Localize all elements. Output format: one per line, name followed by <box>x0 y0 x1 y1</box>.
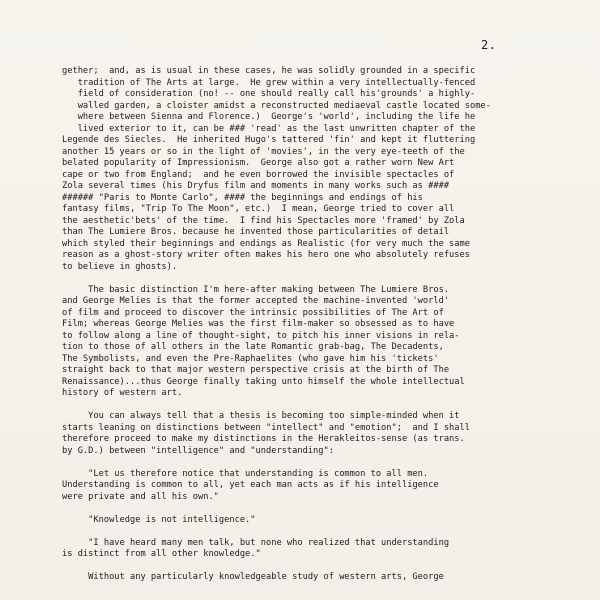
text-line: Legende des Siecles. He inherited Hugo's tattered 'fin' and kept it fluttering <box>62 135 476 145</box>
paragraph-spacer <box>62 400 592 412</box>
text-line: fantasy films, "Trip To The Moon", etc.) I mean, George tried to cover all <box>62 204 455 214</box>
text-line: walled garden, a cloister amidst a reconstructed mediaeval castle located some- <box>62 100 491 111</box>
text-line: cape or two from England; and he even borrowed the invisible spectacles of <box>62 169 455 180</box>
page-number: 2. <box>481 38 497 52</box>
body-text <box>62 66 592 584</box>
text-line: "Knowledge is not intelligence." <box>62 514 256 525</box>
paragraph <box>62 66 592 273</box>
text-line: therefore proceed to make my distinctions in the Herakleitos-sense (as trans. <box>62 434 465 444</box>
text-line: were private and all his own." <box>62 491 219 502</box>
text-line: Understanding is common to all, yet each man acts as if his intelligence <box>62 480 439 490</box>
paragraph-spacer <box>62 273 592 285</box>
text-line: The basic distinction I'm here-after making between The Lumiere Bros. <box>62 284 450 295</box>
paragraph-spacer <box>62 526 592 538</box>
text-line: reason as a ghost-story writer often makes his hero one who absolutely refuses <box>62 250 470 260</box>
text-line: gether; and, as is usual in these cases, he was solidly grounded in a specific <box>62 66 476 76</box>
text-line: is distinct from all other knowledge." <box>62 549 261 559</box>
text-line: and George Melies is that the former accepted the machine-invented 'world' <box>62 296 450 306</box>
text-line: Zola several times (his Dryfus film and moments in many works such as #### <box>62 181 450 191</box>
text-line: history of western art. <box>62 388 183 398</box>
text-line: Renaissance)...thus George finally taking unto himself the whole intellectual <box>62 376 465 387</box>
text-line: "Let us therefore notice that understanding is common to all men. <box>62 468 429 479</box>
paragraph <box>62 285 592 400</box>
text-line: by G.D.) between "intelligence" and "understanding": <box>62 445 334 456</box>
text-line: The Symbolists, and even the Pre-Raphaelites (who gave him his 'tickets' <box>62 353 439 364</box>
text-line: the aesthetic'bets' of the time. I find his Spectacles more 'framed' by Zola <box>62 215 465 226</box>
paragraph-spacer <box>62 503 592 515</box>
text-line: ###### "Paris to Monte Carlo", #### the beginnings and endings of his <box>62 192 423 203</box>
text-line: tion to those of all others in the late Romantic grab-bag, The Decadents, <box>62 342 444 352</box>
text-line: of film and proceed to discover the intrinsic possibilities of The Art of <box>62 307 444 318</box>
text-line: to follow along a line of thought-sight, to pitch his inner visions in rela- <box>62 330 460 341</box>
text-line: lived exterior to it, can be ### 'read' as the last unwritten chapter of the <box>62 123 476 134</box>
text-line: another 15 years or so in the light of 'movies', in the very eye-teeth of the <box>62 146 465 157</box>
text-line: Film; whereas George Melies was the first film-maker so obsessed as to have <box>62 319 455 329</box>
paragraph <box>62 538 592 561</box>
paragraph <box>62 572 592 584</box>
text-line: where between Sienna and Florence.) George's 'world', including the life he <box>62 112 476 122</box>
paragraph-spacer <box>62 561 592 573</box>
paragraph <box>62 411 592 457</box>
text-line: starts leaning on distinctions between "intellect" and "emotion"; and I shall <box>62 422 470 433</box>
text-line: to believe in ghosts). <box>62 261 178 272</box>
text-line: belated popularity of Impressionism. George also got a rather worn New Art <box>62 158 455 168</box>
text-line: tradition of The Arts at large. He grew within a very intellectually-fenced <box>62 77 476 88</box>
paragraph <box>62 469 592 504</box>
text-line: "I have heard many men talk, but none who realized that understanding <box>62 537 450 548</box>
paragraph <box>62 515 592 527</box>
text-line: field of consideration (no! -- one should really call his'grounds' a highly- <box>62 89 476 99</box>
text-line: straight back to that major western perspective crisis at the birth of The <box>62 365 450 375</box>
paragraph-spacer <box>62 457 592 469</box>
text-line: which styled their beginnings and endings as Realistic (for very much the same <box>62 238 470 249</box>
text-line: You can always tell that a thesis is becoming too simple-minded when it <box>62 411 460 421</box>
text-line: Without any particularly knowledgeable study of western arts, George <box>62 572 444 582</box>
text-line: than The Lumiere Bros. because he invented those particularities of detail <box>62 227 450 237</box>
